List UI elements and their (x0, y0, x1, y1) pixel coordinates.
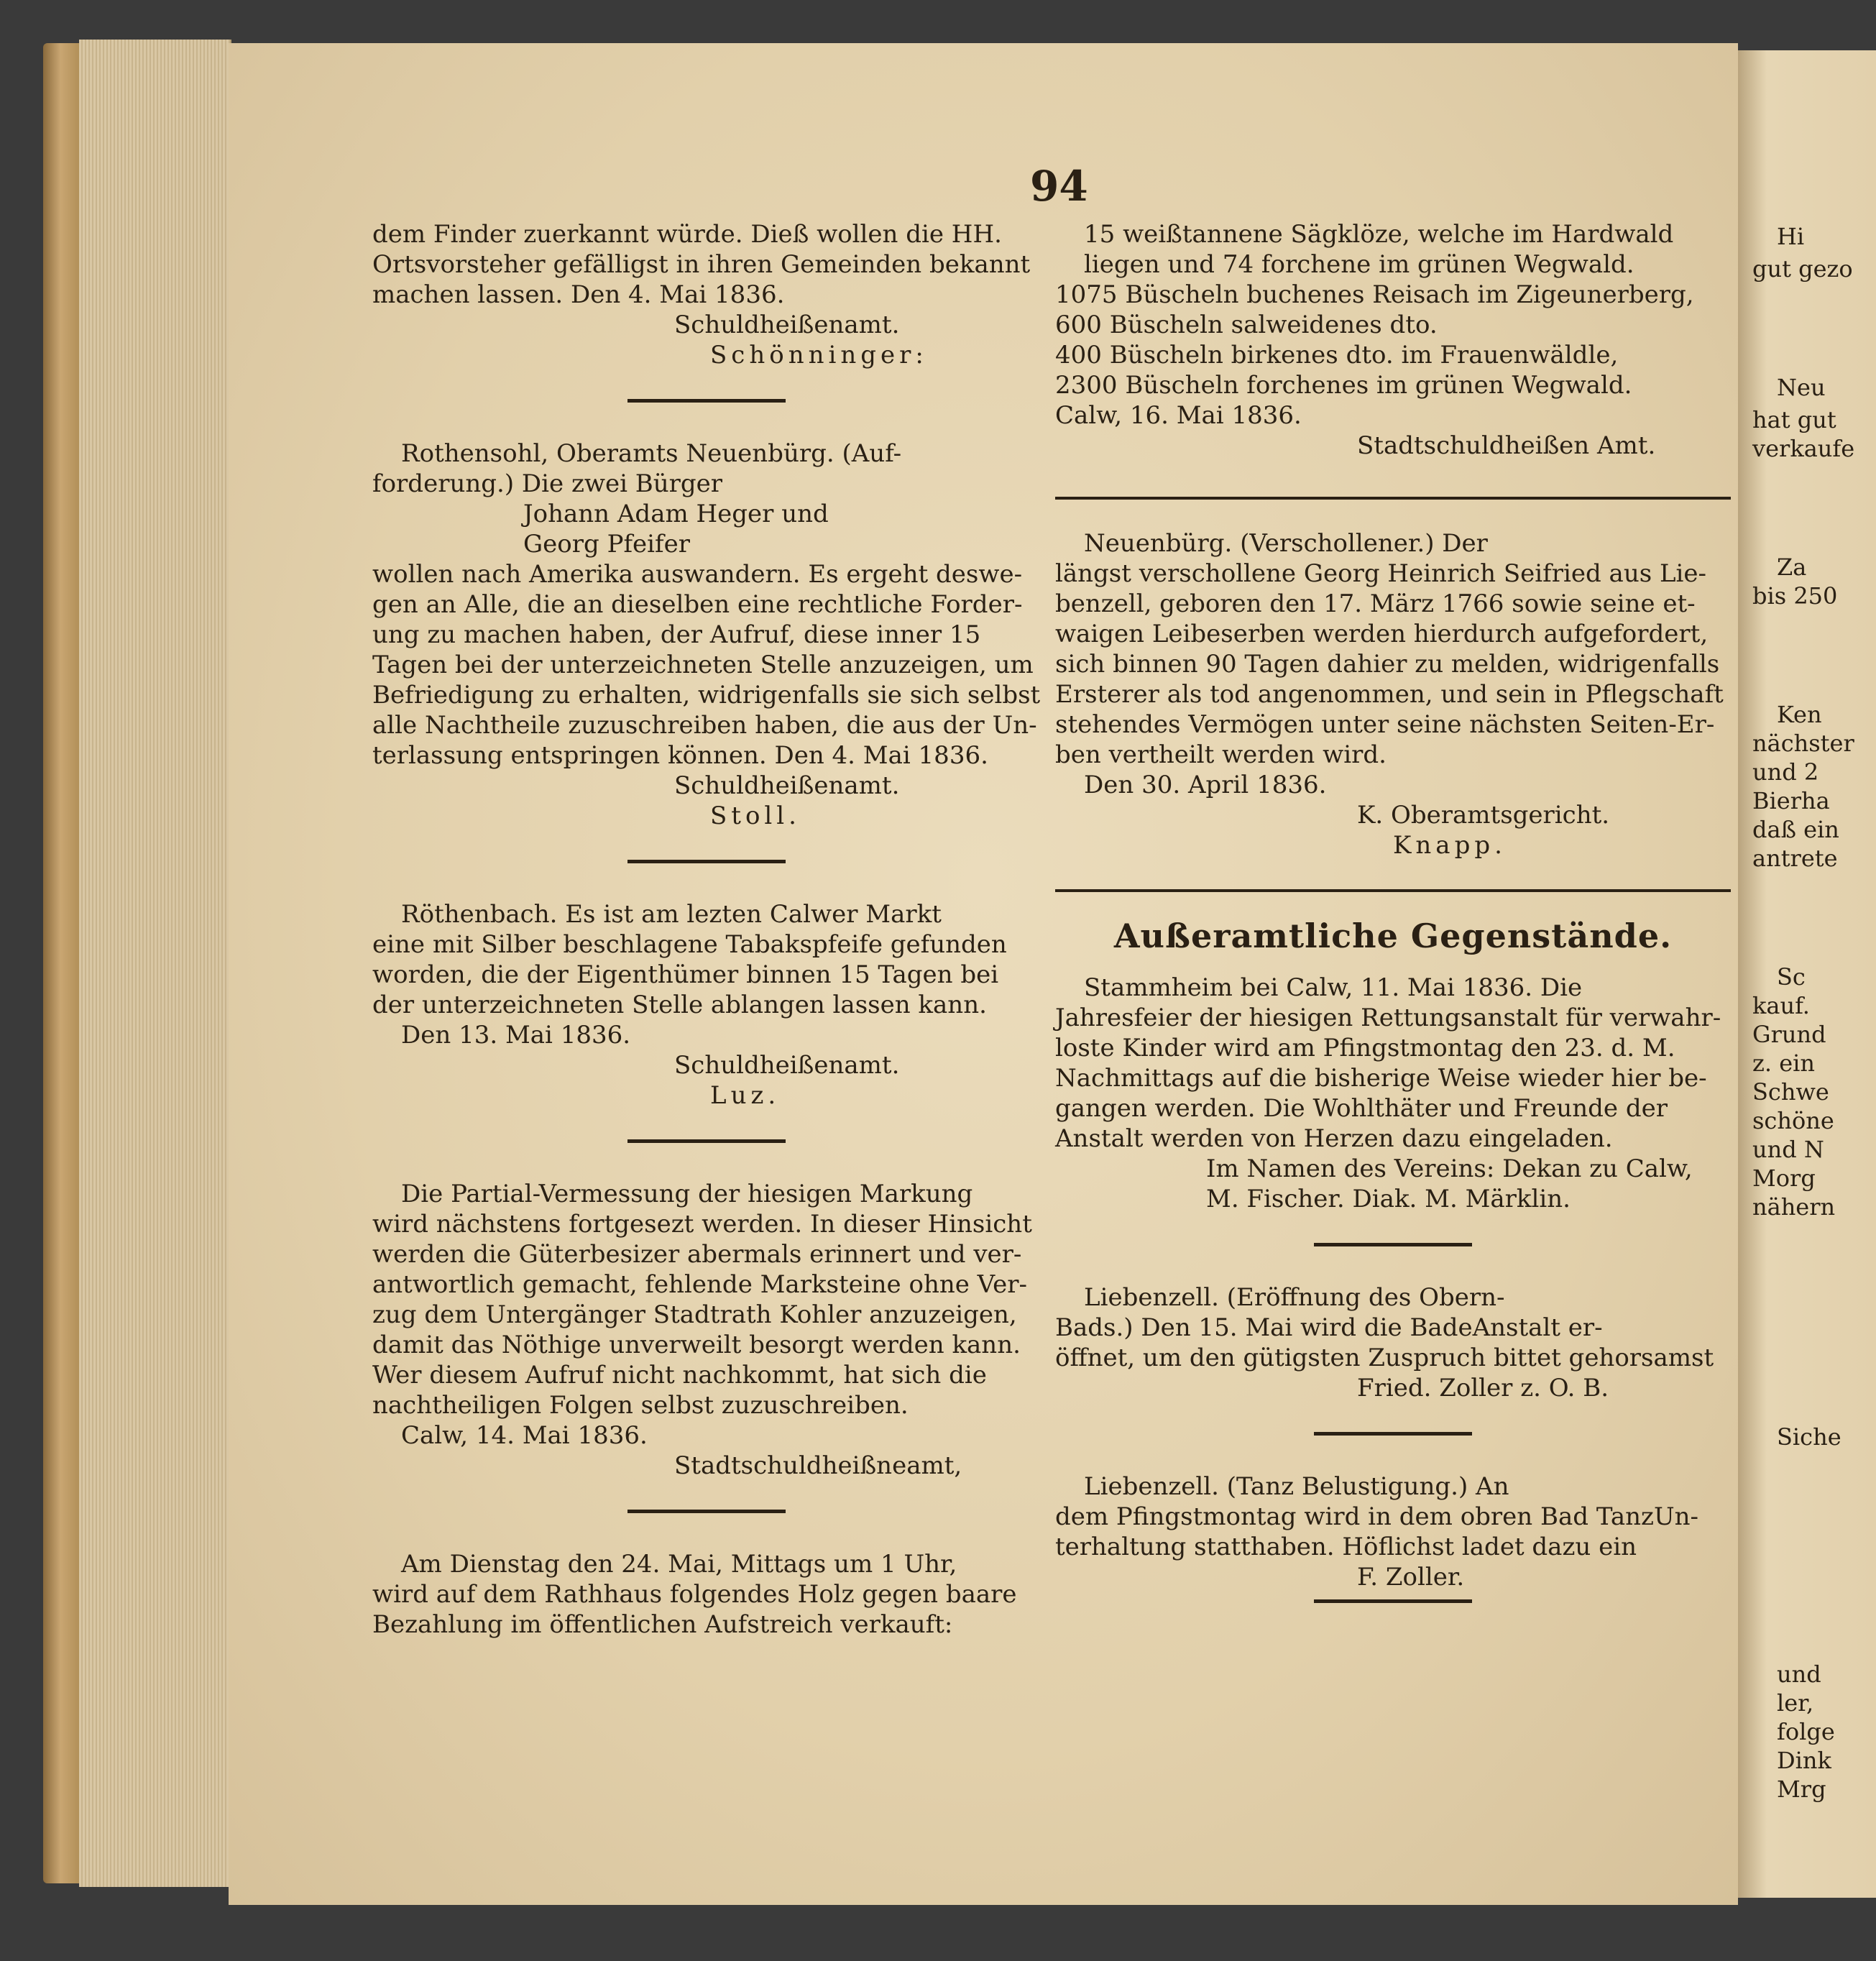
text-line: 400 Büscheln birkenes dto. im Frauenwäldle, (1055, 341, 1619, 369)
text-line: nachtheiligen Folgen selbst zuzuschreiben. (372, 1391, 909, 1420)
text-line: gen an Alle, die an dieselben eine rechtliche Forder- (372, 590, 1023, 619)
signature-line: M. Fischer. Diak. M. Märklin. (1206, 1185, 1571, 1213)
signature-line: Im Namen des Vereins: Dekan zu Calw, (1206, 1154, 1693, 1183)
text-line: Calw, 14. Mai 1836. (401, 1421, 648, 1450)
fragment-text: Schwe (1752, 1078, 1829, 1106)
notice-finder (372, 219, 1041, 370)
text-line: wird nächstens fortgesezt werden. In dieser Hinsicht (372, 1210, 1032, 1239)
text-line: Den 13. Mai 1836. (401, 1021, 631, 1050)
office-signature: Schuldheißenamt. (674, 1051, 900, 1080)
fragment-text: Mrg (1777, 1776, 1826, 1803)
right-column (1055, 219, 1731, 1603)
fragment-text: Ken (1777, 701, 1822, 728)
fragment-text: Grund (1752, 1021, 1826, 1048)
fragment-text: Neu (1777, 374, 1826, 401)
text-line: forderung.) Die zwei Bürger (372, 469, 723, 498)
page-edges (79, 40, 231, 1887)
text-line: damit das Nöthige unverweilt besorgt werden kann. (372, 1331, 1021, 1359)
text-line: Stammheim bei Calw, 11. Mai 1836. Die (1084, 973, 1583, 1002)
text-line: Jahresfeier der hiesigen Rettungsanstalt für verwahr- (1055, 1004, 1721, 1032)
text-line: Nachmittags auf die bisherige Weise wieder hier be- (1055, 1064, 1707, 1093)
text-line: loste Kinder wird am Pfingstmontag den 23. d. M. (1055, 1034, 1675, 1062)
official-name: Knapp. (1393, 831, 1507, 860)
section-heading: Außeramtliche Gegenstände. (1113, 917, 1673, 955)
closing-rule (1314, 1599, 1472, 1603)
text-line: ben vertheilt werden wird. (1055, 740, 1387, 769)
emigrant-name: Johann Adam Heger und (523, 500, 829, 528)
page-number: 94 (1030, 162, 1088, 211)
office-signature: Schuldheißenamt. (674, 771, 900, 800)
text-line: sich binnen 90 Tagen dahier zu melden, widrigenfalls (1055, 650, 1720, 679)
notice-liebenzell-bad (1055, 1282, 1731, 1403)
text-line: 1075 Büscheln buchenes Reisach im Zigeunerberg, (1055, 280, 1694, 309)
notice-stammheim (1055, 973, 1731, 1214)
official-name: Stoll. (710, 802, 801, 830)
notice-liebenzell-tanz (1055, 1471, 1731, 1592)
fragment-text: folge (1777, 1718, 1835, 1745)
fragment-text: Siche (1777, 1423, 1841, 1451)
fragment-text: Morg (1752, 1165, 1816, 1192)
text-line: Ortsvorsteher gefälligst in ihren Gemeinden bekannt (372, 250, 1031, 279)
fragment-text: Sc (1777, 963, 1806, 991)
notice-holzverkauf (372, 1549, 1041, 1640)
text-line: Am Dienstag den 24. Mai, Mittags um 1 Uhr, (401, 1550, 957, 1579)
text-line: 15 weißtannene Sägklöze, welche im Hardwald (1084, 220, 1674, 249)
text-line: wollen nach Amerika auswandern. Es ergeht deswe- (372, 560, 1023, 589)
official-name: Schönninger: (710, 341, 928, 369)
notice-rothensohl (372, 438, 1041, 831)
text-line: Ersterer als tod angenommen, und sein in Pflegschaft (1055, 680, 1724, 709)
text-line: Calw, 16. Mai 1836. (1055, 401, 1302, 430)
text-line: liegen und 74 forchene im grünen Wegwald. (1084, 250, 1634, 279)
office-signature: K. Oberamtsgericht. (1357, 801, 1610, 830)
text-line: Liebenzell. (Eröffnung des Obern- (1084, 1283, 1505, 1312)
text-line: Wer diesem Aufruf nicht nachkommt, hat sich die (372, 1361, 987, 1390)
text-line: Tagen bei der unterzeichneten Stelle anzuzeigen, um (372, 651, 1034, 679)
fragment-text: und 2 (1752, 758, 1819, 786)
text-line: zug dem Untergänger Stadtrath Kohler anzuzeigen, (372, 1300, 1017, 1329)
fragment-text: bis 250 (1752, 582, 1838, 610)
text-line: Anstalt werden von Herzen dazu eingeladen. (1055, 1124, 1613, 1153)
fragment-text: ler, (1777, 1689, 1814, 1717)
text-line: längst verschollene Georg Heinrich Seifried aus Lie- (1055, 559, 1707, 588)
text-line: 2300 Büscheln forchenes im grünen Wegwald. (1055, 371, 1632, 400)
text-line: 600 Büscheln salweidenes dto. (1055, 311, 1438, 339)
fragment-text: und (1777, 1661, 1821, 1688)
text-line: Liebenzell. (Tanz Belustigung.) An (1084, 1472, 1509, 1501)
official-name: Fried. Zoller z. O. B. (1357, 1374, 1609, 1402)
official-name: F. Zoller. (1357, 1563, 1465, 1592)
text-line: Neuenbürg. (Verschollener.) Der (1084, 529, 1488, 558)
text-line: Bezahlung im öffentlichen Aufstreich verkauft: (372, 1610, 953, 1639)
fragment-text: schöne (1752, 1107, 1834, 1134)
text-line: worden, die der Eigenthümer binnen 15 Tagen bei (372, 960, 999, 989)
text-line: werden die Güterbesizer abermals erinnert und ver- (372, 1240, 1022, 1269)
text-line: eine mit Silber beschlagene Tabakspfeife gefunden (372, 930, 1007, 959)
fragment-text: verkaufe (1752, 435, 1855, 462)
fragment-text: z. ein (1752, 1050, 1815, 1077)
left-column (372, 219, 1041, 1640)
text-line: antwortlich gemacht, fehlende Marksteine ohne Ver- (372, 1270, 1027, 1299)
text-line: Die Partial-Vermessung der hiesigen Markung (401, 1180, 973, 1208)
notice-roethenbach (372, 899, 1041, 1111)
official-name: Luz. (710, 1081, 781, 1110)
text-line: Bads.) Den 15. Mai wird die BadeAnstalt er- (1055, 1313, 1603, 1342)
text-line: alle Nachtheile zuzuschreiben haben, die aus der Un- (372, 711, 1037, 740)
text-line: Den 30. April 1836. (1084, 771, 1327, 799)
text-line: dem Finder zuerkannt würde. Dieß wollen die HH. (372, 220, 1002, 249)
text-line: stehendes Vermögen unter seine nächsten Seiten-Er- (1055, 710, 1715, 739)
text-line: gangen werden. Die Wohlthäter und Freunde der (1055, 1094, 1668, 1123)
emigrant-name: Georg Pfeifer (523, 530, 690, 559)
adjacent-page-fragment (1738, 50, 1876, 1898)
text-line: machen lassen. Den 4. Mai 1836. (372, 280, 785, 309)
document-page (229, 43, 1738, 1905)
fragment-text: nächster (1752, 730, 1854, 757)
fragment-text: Hi (1777, 223, 1805, 250)
office-signature: Schuldheißenamt. (674, 311, 900, 339)
text-line: terlassung entspringen können. Den 4. Mai 1836. (372, 741, 988, 770)
fragment-text: Bierha (1752, 787, 1830, 814)
fragment-text: und N (1752, 1136, 1824, 1163)
fragment-text: antrete (1752, 845, 1838, 872)
notice-verschollener (1055, 528, 1731, 860)
text-line: dem Pfingstmontag wird in dem obren Bad TanzUn- (1055, 1502, 1698, 1531)
office-signature: Stadtschuldheißen Amt. (1357, 431, 1656, 460)
notice-vermessung (372, 1179, 1041, 1481)
fragment-text: kauf. (1752, 992, 1810, 1019)
text-line: Röthenbach. Es ist am lezten Calwer Markt (401, 900, 942, 929)
text-line: Rothensohl, Oberamts Neuenbürg. (Auf- (401, 439, 902, 468)
fragment-text: gut gezo (1752, 255, 1853, 283)
text-line: wird auf dem Rathhaus folgendes Holz gegen baare (372, 1580, 1017, 1609)
fragment-text: Dink (1777, 1747, 1831, 1774)
fragment-text: Za (1777, 554, 1807, 581)
text-line: Befriedigung zu erhalten, widrigenfalls sie sich selbst (372, 681, 1041, 709)
office-signature: Stadtschuldheißneamt, (674, 1451, 962, 1480)
text-line: terhaltung statthaben. Höflichst ladet dazu ein (1055, 1533, 1637, 1561)
text-line: waigen Leibeserben werden hierdurch aufgefordert, (1055, 620, 1709, 648)
text-line: öffnet, um den gütigsten Zuspruch bittet gehorsamst (1055, 1344, 1714, 1372)
fragment-text: nähern (1752, 1193, 1836, 1221)
fragment-text: hat gut (1752, 406, 1836, 433)
text-line: benzell, geboren den 17. März 1766 sowie seine et- (1055, 589, 1696, 618)
fragment-text: daß ein (1752, 816, 1839, 843)
notice-holzliste (1055, 219, 1731, 461)
text-line: der unterzeichneten Stelle ablangen lassen kann. (372, 991, 987, 1019)
text-line: ung zu machen haben, der Aufruf, diese inner 15 (372, 620, 981, 649)
